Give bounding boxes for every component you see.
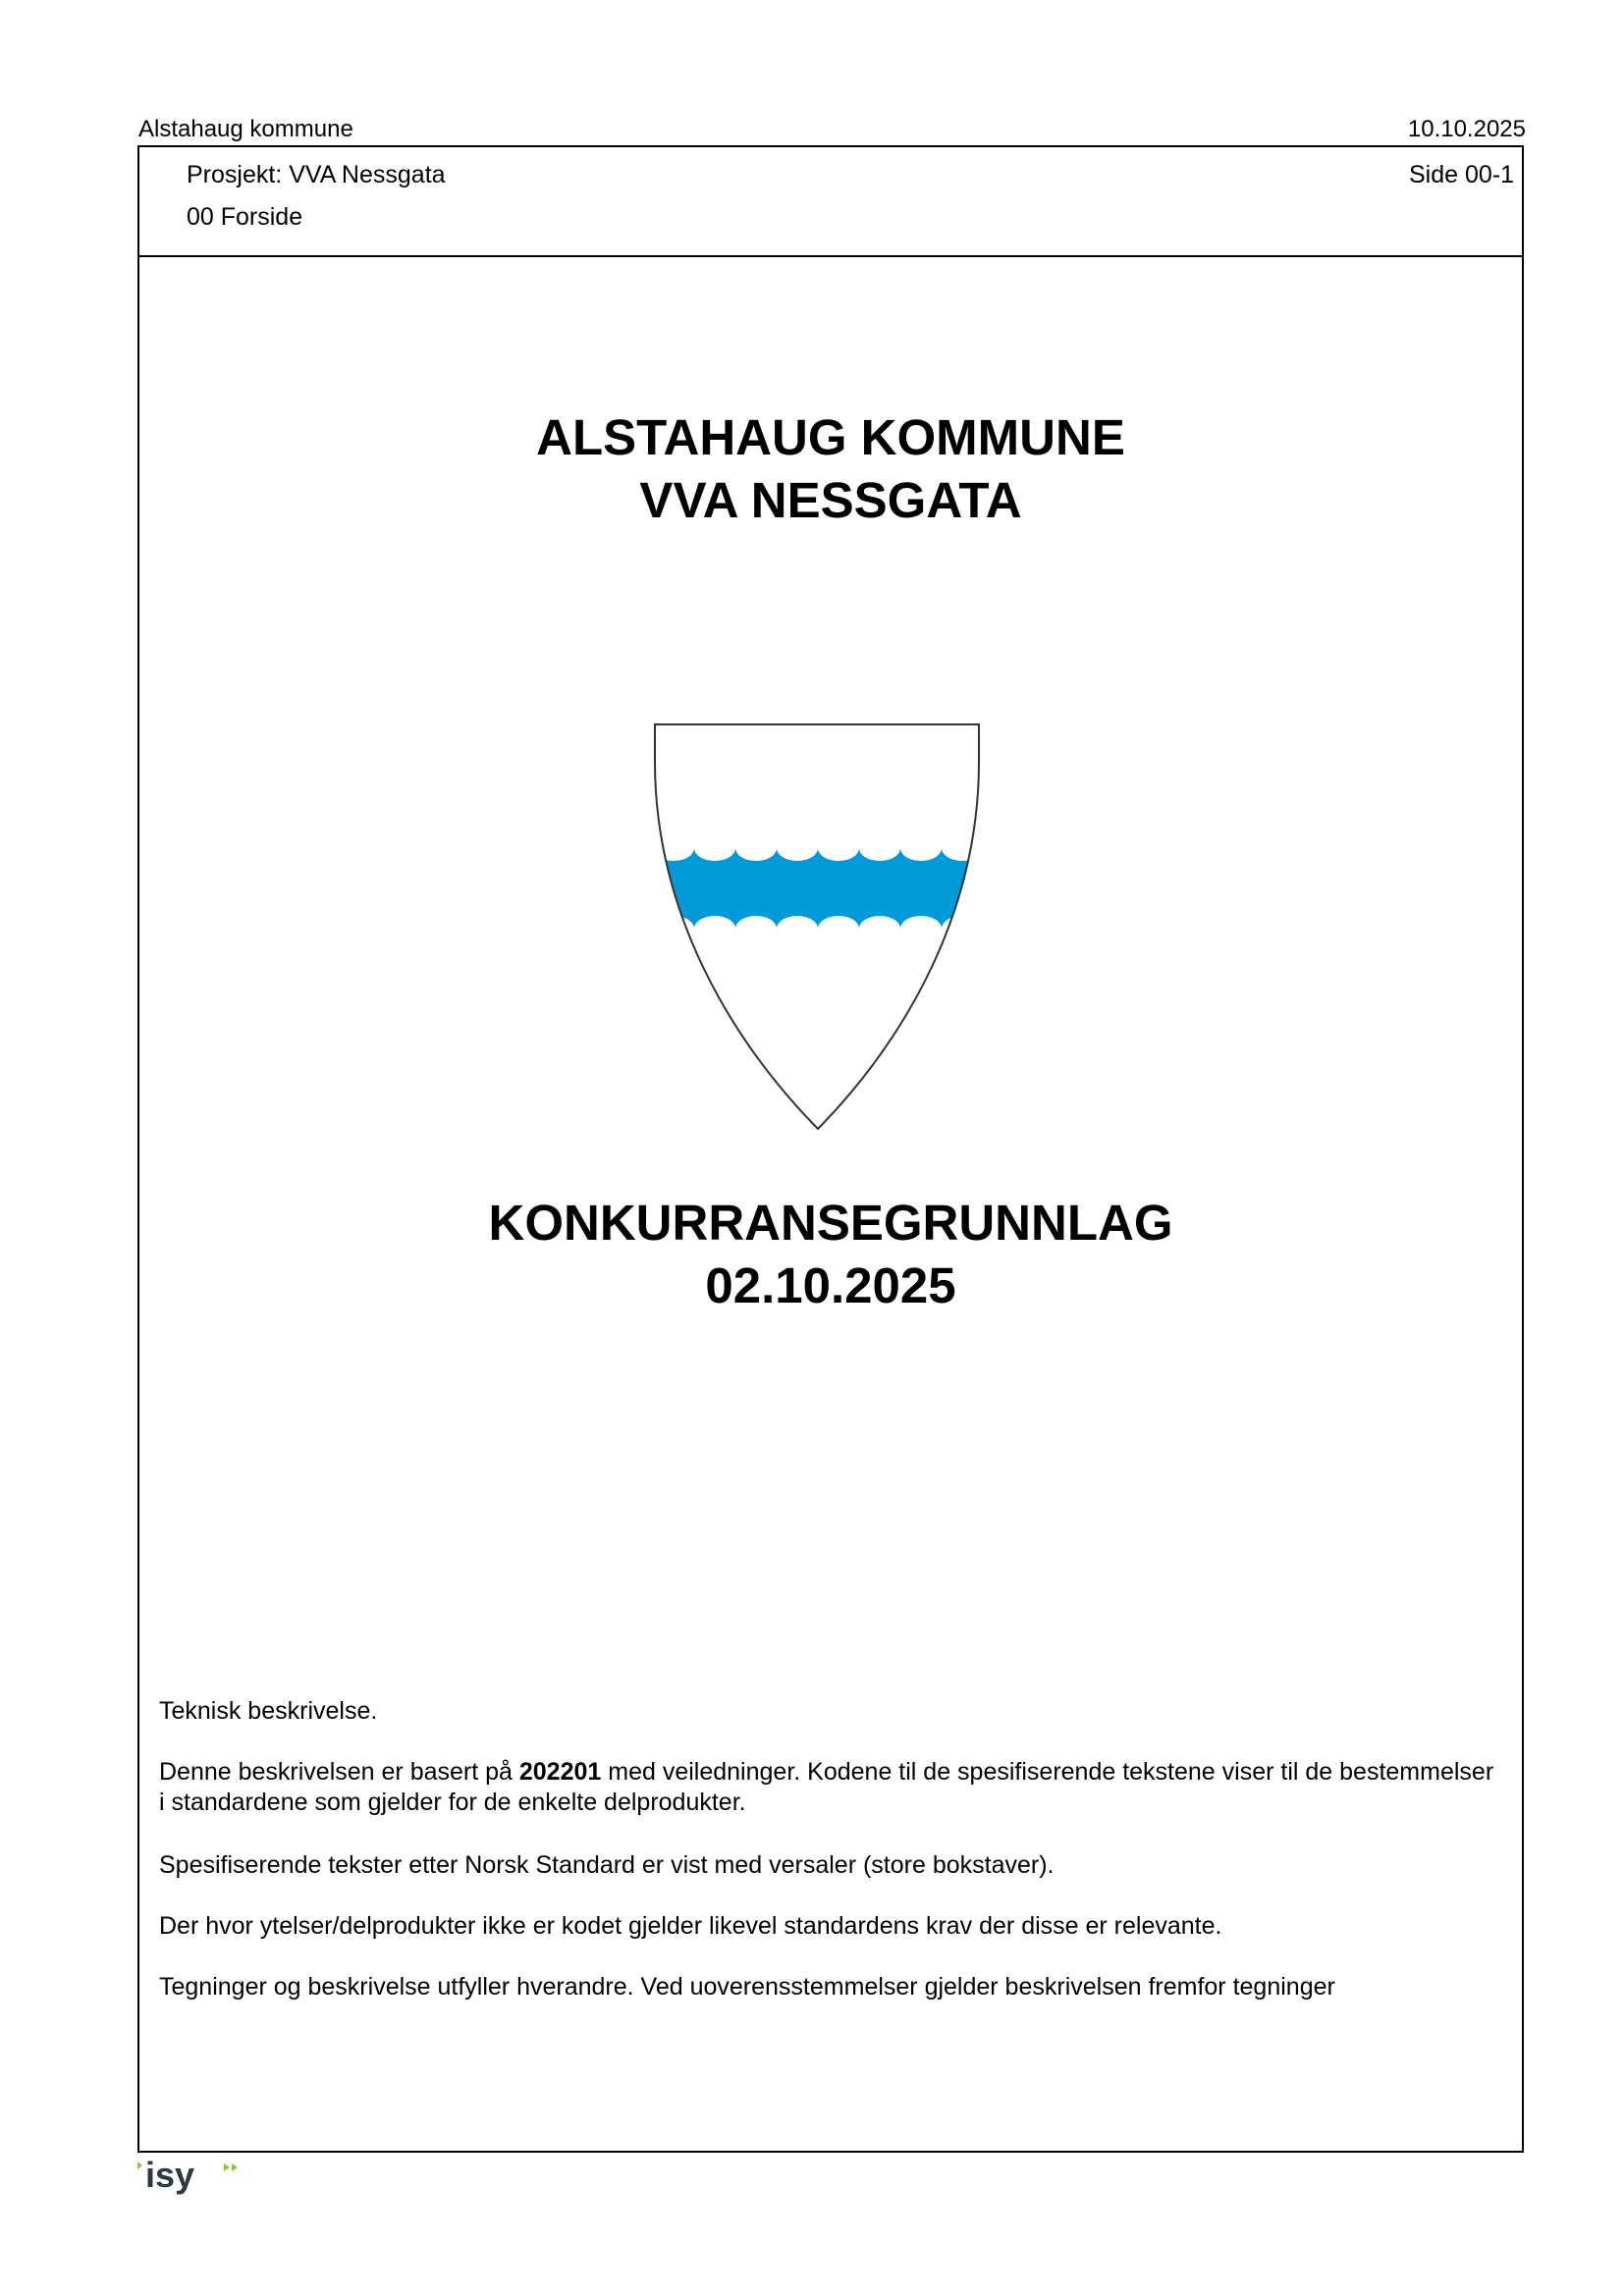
coat-of-arms-icon	[653, 722, 983, 1140]
cover-title-line2: VVA NESSGATA	[639, 472, 1022, 528]
document-date: 02.10.2025	[705, 1257, 956, 1313]
description-paragraph-drawings: Tegninger og beskrivelse utfyller hverandre. Ved uoverensstemmelser gjelder beskrivelsen fremfor tegninger	[159, 1973, 1335, 2001]
document-frame	[137, 145, 1524, 2153]
project-name: Prosjekt: VVA Nessgata	[187, 161, 446, 188]
page-header-municipality: Alstahaug kommune	[138, 116, 353, 142]
description-paragraph-uncoded: Der hvor ytelser/delprodukter ikke er kodet gjelder likevel standardens krav der disse er relevante.	[159, 1912, 1222, 1940]
page-header-date: 10.10.2025	[1407, 116, 1526, 142]
basis-text-after: med veiledninger. Kodene til de spesifiserende tekstene viser til de bestemmelser i standardene som gjelder for de enkelte delprodukter.	[159, 1758, 1494, 1816]
basis-text-before: Denne beskrivelsen er basert på	[159, 1758, 519, 1786]
section-name: 00 Forside	[187, 203, 303, 231]
cover-title-line1: ALSTAHAUG KOMMUNE	[536, 409, 1125, 465]
page-number: Side 00-1	[1408, 161, 1514, 188]
description-title: Teknisk beskrivelse.	[159, 1697, 378, 1725]
description-paragraph-basis	[159, 1757, 1504, 1818]
basis-code: 202201	[518, 1758, 602, 1786]
isy-logo-icon	[135, 2154, 244, 2204]
frame-header	[139, 147, 1522, 257]
description-paragraph-uppercase: Spesifiserende tekster etter Norsk Standard er vist med versaler (store bokstaver).	[159, 1851, 1055, 1879]
isy-logo-text: isy	[145, 2155, 195, 2195]
document-type: KONKURRANSEGRUNNLAG	[488, 1195, 1173, 1251]
